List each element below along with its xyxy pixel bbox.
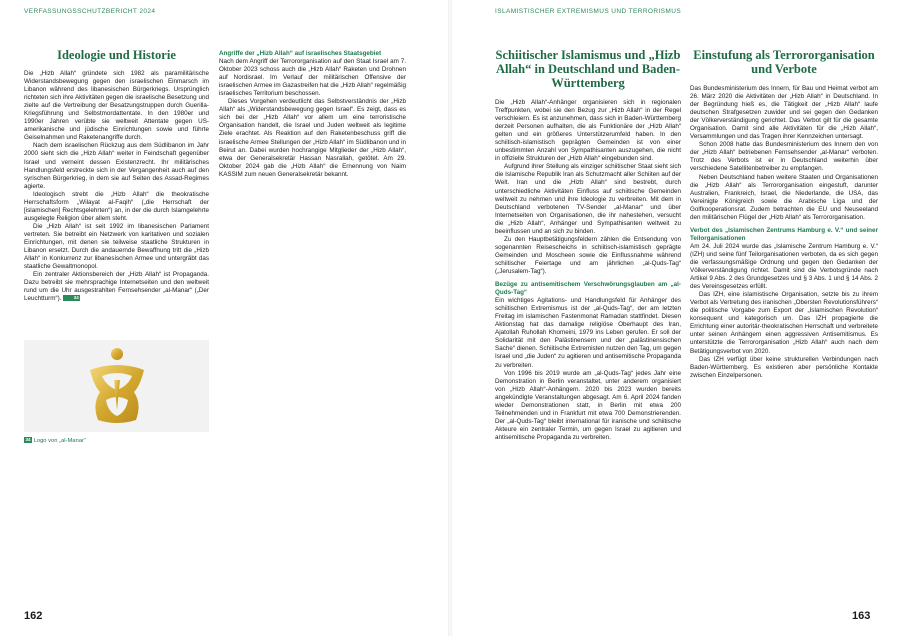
paragraph: Am 24. Juli 2024 wurde das „Islamische Zentrum Hamburg e. V.“ (IZH) und seine fünf Teilorganisationen verboten, da es sich gegen die verfassungsmäßige Ordnung und gegen den Gedanken der Völkerverständigung richtet. Damit sind die Verbotsgründe nach Artikel 9 Abs. 2 des Grundgesetzes und § 3 Abs. 1 und § 14 Abs. 2 des Vereinsgesetzes erfüllt.	[690, 242, 878, 291]
al-manar-logo-icon	[24, 340, 209, 432]
left-column-2	[219, 50, 406, 179]
caption-marker: 34	[25, 437, 31, 442]
image-caption: 34 Logo von „al-Manar“	[25, 437, 86, 444]
subheading-angriffe: Angriffe der „Hizb Allah“ auf israelisches Staatsgebiet	[219, 50, 382, 57]
paragraph: Dieses Vorgehen verdeutlicht das Selbstverständnis der „Hizb Allah“ als „Widerstandsbewegung gegen Israel“. Es zeigt, dass es sich bei der „Hizb Allah“ vor allem um eine terroristische Organisation handelt, die Israel und Juden weltweit als legitime Ziele erachtet. Als Reaktion auf den Raketenbeschuss griff die israelische Armee Stellungen der „Hizb Allah“ im Südlibanon und in Beirut an. Dabei wurden hochrangige Mitglieder der „Hizb Allah“, etwa der Generalsekretär Hassan Nasrallah, getötet. Am 29. Oktober 2024 gab die „Hizb Allah“ die Ernennung von Naim KASSIM zum neuen Generalsekretär bekannt.	[219, 98, 406, 178]
paragraph: Nach dem israelischen Rückzug aus dem Südlibanon im Jahr 2000 sieht sich die „Hizb Allah“ weiter in Feindschaft gegenüber Israel und verneint dessen Existenzrecht. Ihr militärisches Handlungsfeld erstreckte sich in der Vergangenheit auch auf den syrischen Bürgerkrieg, in dem sie auf Seiten des Assad-Regimes agierte.	[24, 142, 209, 190]
subheading-verbot-izh: Verbot des „Islamischen Zentrums Hamburg e. V.“ und seiner Teilorganisationen	[690, 226, 878, 242]
paragraph: Ein wichtiges Agitations- und Handlungsfeld für Anhänger des schiitischen Extremismus ist der „al-Quds-Tag“, der am letzten Freitag im islamischen Fastenmonat Ramadan stattfindet. Diesen Aktionstag hat das damalige religiöse Oberhaupt des Iran, Ajatollah Ruhollah Khomeini, 1979 ins Leben gerufen. Er soll der Solidarität mit den Palästinensern und der „palästinensischen Sache“ dienen. Schiitische Extremisten nutzen den Tag, um gegen Israel und „die Juden“ zu agitieren und antisemitische Propaganda zu verbreiten.	[495, 297, 681, 369]
paragraph: Von 1996 bis 2019 wurde am „al-Quds-Tag“ jedes Jahr eine Demonstration in Berlin veranstaltet, unter anderem organisiert von „Hizb Allah“-Anhängern. 2020 bis 2023 wurden bereits angekündigte Veranstaltungen abgesagt. Am 6. April 2024 fanden wieder Demonstrationen statt, in Berlin mit etwa 200 Teilnehmenden und in Frankfurt mit etwa 700 Demonstrierenden. Der „al-Quds-Tag“ bleibt international für iranische und schiitische Akteure ein zentraler Termin, um gegen Israel zu agitieren und antisemitische Propaganda zu verbreiten.	[495, 369, 681, 441]
heading-ideologie: Ideologie und Historie	[57, 48, 176, 62]
paragraph: Ideologisch strebt die „Hizb Allah“ die theokratische Herrschaftsform „Wilayat al-Faqih“ („die Herrschaft der [islamischen] Rechtsgelehrten“) an, in der die durch Islamgelehrte ausgelegte Religion über allem steht.	[24, 190, 209, 222]
heading-einstufung: Einstufung als Terrororganisation und Verbote	[693, 48, 875, 76]
page-gutter	[448, 0, 452, 636]
al-manar-logo-image	[24, 340, 209, 432]
paragraph: Schon 2008 hatte das Bundesministerium des Innern den von der „Hizb Allah“ betriebenen Fernsehsender „al-Manar“ verboten. Trotz des Verbots ist er in Deutschland weiterhin über verschiedene Satellitenbetreiber zu empfangen.	[690, 141, 878, 173]
paragraph: Zu den Hauptbetätigungsfeldern zählen die Entsendung von sogenannten Reisescheichs in schiitisch-islamistisch geprägte Gemeinden und Moscheen sowie die Einflussnahme während schiitischer Feiertage und am jährlichen „al-Quds-Tag“ („Jerusalem-Tag“).	[495, 235, 681, 275]
paragraph: Das Bundesministerium des Innern, für Bau und Heimat verbot am 26. März 2020 die Aktivitäten der „Hizb Allah“ in Deutschland. In der Begründung hieß es, die Tätigkeit der „Hizb Allah“ laufe deutschen Strafgesetzen zuwider und sei gegen den Gedanken der Völkerverständigung gerichtet. Das Verbot gilt für die gesamte Organisation. Damit sind alle Aktivitäten für die „Hizb Allah“, Versammlungen und das Tragen ihrer Kennzeichen untersagt.	[690, 85, 878, 141]
running-header-left: VERFASSUNGSSCHUTZBERICHT 2024	[24, 8, 156, 15]
paragraph: Die „Hizb Allah“ ist seit 1992 im libanesischen Parlament vertreten. Sie betreibt ein Netzwerk von karitativen und sozialen Einrichtungen, mit denen sie teilweise staatliche Strukturen in Libanon ersetzt. Durch die andauernde Bewaffnung tritt die „Hizb Allah“ in Konkurrenz zur libanesischen Armee und untergräbt das staatliche Gewaltmonopol.	[24, 222, 209, 271]
paragraph: Neben Deutschland haben weitere Staaten und Organisationen die „Hizb Allah“ als Terrororganisation eingestuft, darunter Australien, Frankreich, Israel, die Niederlande, die USA, das Vereinigte Königreich sowie die Arabische Liga und der Golfkooperationsrat. Zudem betrachten die EU und Neuseeland den militärischen Flügel der „Hizb Allah“ als Terrororganisation.	[690, 173, 878, 221]
right-column-3	[495, 48, 681, 442]
left-column-1	[24, 48, 209, 303]
paragraph: Aufgrund ihrer Stellung als einziger schiitischer Staat sieht sich die Islamische Republik Iran als Schutzmacht aller Schiiten auf der Welt. Iran und die „Hizb Allah“ sind bestrebt, durch unterschiedliche Aktivitäten Einfluss auf schiitische Gemeinden weltweit zu nehmen und ihre Ideologie zu verbreiten. Mit dem in Deutschland verbotenen TV-Sender „al-Manar“ und über Internetseiten von Organisationen, die ihr nahestehen, versucht die „Hizb Allah“, Anhänger und Sympathisanten weltweit zu beeinflussen und an sich zu binden.	[495, 163, 681, 235]
paragraph: Ein zentraler Aktionsbereich der „Hizb Allah“ ist Propaganda. Dazu betreibt sie mehrsprachige Internetseiten und den weltweit rund um die Uhr ausgestrahlten Fernsehsender „al-Manar“ („Der Leuchtturm“). 34	[24, 271, 209, 303]
page-number-right: 163	[852, 610, 871, 622]
paragraph: Die „Hizb Allah“-Anhänger organisieren sich in regionalen Treffpunkten, wobei sie den Bezug zur „Hizb Allah“ in der Regel verschleiern. Es ist anzunehmen, dass sich in Baden-Württemberg derzeit Personen aufhalten, die als Funktionäre der „Hizb Allah“ gelten und ein größeres Unterstützerumfeld haben. In den schiitisch-islamistisch geprägten Gemeinden ist von einer unbestimmten Anzahl von Sympathisanten auszugehen, die nicht in offizielle Strukturen der „Hizb Allah“ eingebunden sind.	[495, 99, 681, 163]
heading-schiitischer-islamismus: Schiitischer Islamismus und „Hizb Allah“ in Deutschland und Baden-Württemberg	[495, 48, 681, 90]
subheading-al-quds-tag: Bezüge zu antisemitischem Verschwörungsglauben am „al-Quds-Tag“	[495, 281, 681, 297]
paragraph: Die „Hizb Allah“ gründete sich 1982 als paramilitärische Widerstandsbewegung gegen den israelischen Einmarsch im Libanon während des libanesischen Bürgerkriegs. Ursprünglich richteten sich ihre Aktivitäten gegen die israelische Besetzung und zielte auf die Vertreibung der Besatzungstruppen durch Guerilla-Kriegsführung und Selbstmordattentate. In den 1980er und 1990er Jahren verübte sie weltweit Attentate gegen US-amerikanische und jüdische Einrichtungen sowie und führte Geiselnahmen und Raketenangriffe durch.	[24, 70, 209, 142]
paragraph: Nach dem Angriff der Terrororganisation auf den Staat Israel am 7. Oktober 2023 schoss auch die „Hizb Allah“ Raketen und Drohnen auf Nordisrael. Im Verlauf der militärischen Offensive der israelischen Armee im Gazastreifen hat die „Hizb Allah“ regelmäßig israelisches Territorium beschossen.	[219, 58, 406, 98]
paragraph: Das IZH, eine islamistische Organisation, setzte bis zu ihrem Verbot als Vertretung des iranischen „Obersten Revolutionsführers“ die politische Vorgabe zum Export der „Islamischen Revolution“ konsequent und kategorisch um. Das IZH propagierte die Errichtung einer autoritär-theokratischen Herrschaft und verbreitete unter seinen Anhängern einen aggressiven Antisemitismus. Es unterstützte die Terrororganisation „Hizb Allah“ auch nach dem Betätigungsverbot von 2020.	[690, 291, 878, 355]
right-column-4	[690, 48, 878, 380]
paragraph: Das IZH verfügt über keine strukturellen Verbindungen nach Baden-Württemberg. Es existieren aber persönliche Kontakte zwischen Einzelpersonen.	[690, 355, 878, 379]
running-header-right: ISLAMISTISCHER EXTREMISMUS UND TERRORISMUS	[495, 8, 682, 15]
footnote-marker[interactable]: 34	[63, 295, 80, 301]
page-number-left: 162	[24, 610, 43, 622]
